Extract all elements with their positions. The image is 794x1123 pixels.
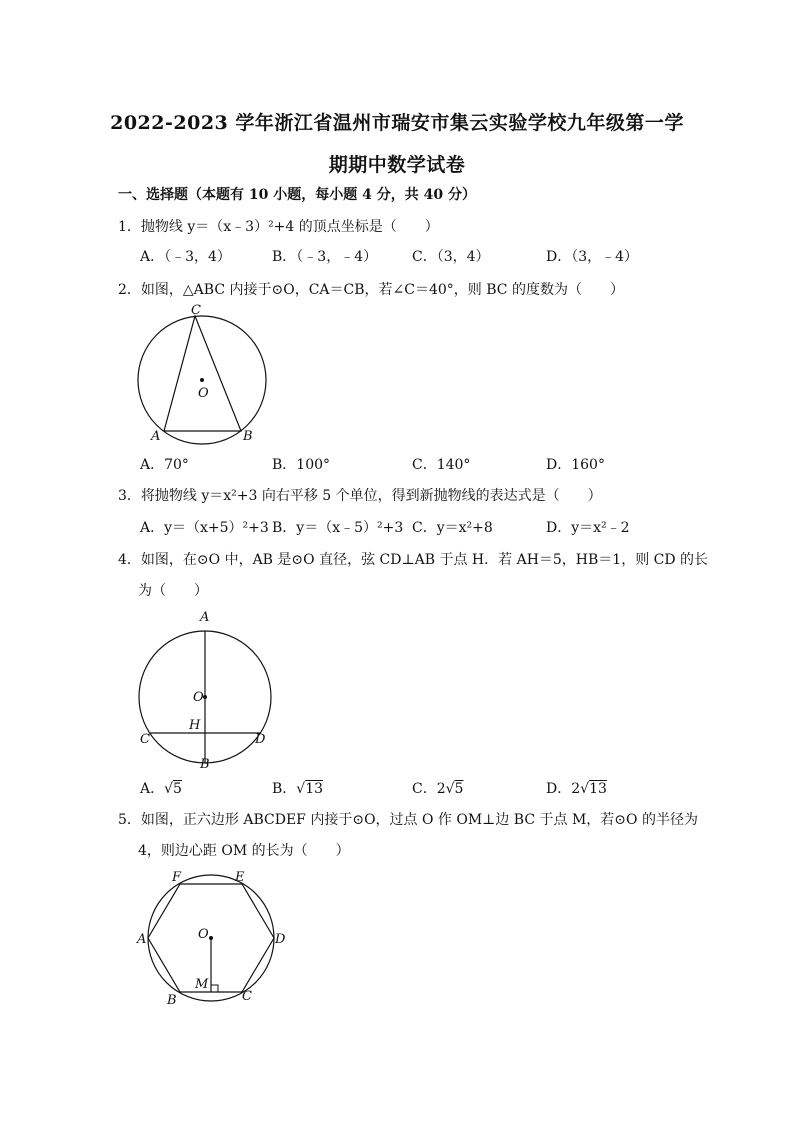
question-2-stem: 2．如图，△ABC 内接于⊙O，CA＝CB，若∠C＝40°，则 BC 的度数为（ ） [118, 282, 624, 298]
label-d: D [275, 932, 286, 947]
exam-title-line2: 期期中数学试卷 [328, 154, 466, 176]
label-o: O [198, 927, 209, 942]
question-5-figure [135, 866, 295, 1011]
triangle-abc [164, 316, 241, 431]
label-c: C [242, 989, 252, 1004]
label-o: O [193, 690, 204, 705]
question-3-option-b: B．y＝（x﹣5）²+3 [272, 520, 404, 536]
exam-title-line1: 2022-2023 学年浙江省温州市瑞安市集云实验学校九年级第一学 [110, 112, 684, 134]
label-b: B [200, 757, 210, 772]
label-b: B [243, 429, 253, 444]
label-e: E [235, 870, 245, 885]
question-1-option-c: C．（3，4） [412, 249, 490, 265]
label-o: O [198, 386, 209, 401]
question-3-option-a: A．y＝（x+5）²+3 [140, 520, 269, 536]
right-angle-mark [211, 985, 218, 992]
label-a: A [151, 429, 161, 444]
label-a: A [200, 610, 210, 625]
question-2-option-a: A．70° [140, 457, 189, 473]
question-4-option-c: C．2√5 [412, 781, 464, 797]
question-3-option-d: D．y＝x²﹣2 [546, 520, 630, 536]
question-4-option-b: B．√13 [272, 781, 324, 797]
label-h: H [189, 718, 201, 733]
question-2-figure [135, 300, 275, 450]
question-1-option-a: A．（﹣3，4） [140, 249, 231, 265]
question-1-option-d: D．（3，﹣4） [546, 249, 639, 265]
question-5-stem-line2: 4，则边心距 OM 的长为（ ） [138, 843, 350, 859]
label-c: C [140, 732, 150, 747]
label-d: D [255, 732, 266, 747]
section-heading: 一、选择题（本题有 10 小题，每小题 4 分，共 40 分） [118, 187, 476, 203]
label-f: F [172, 870, 182, 885]
question-3-option-c: C．y＝x²+8 [412, 520, 493, 536]
center-point [200, 378, 204, 382]
question-5-stem-line1: 5．如图，正六边形 ABCDEF 内接于⊙O，过点 O 作 OM⊥边 BC 于点 M，若⊙O 的半径为 [118, 812, 698, 828]
question-3-stem: 3．将抛物线 y＝x²+3 向右平移 5 个单位，得到新抛物线的表达式是（ ） [118, 488, 602, 504]
label-a: A [137, 932, 147, 947]
question-4-stem-line1: 4．如图，在⊙O 中，AB 是⊙O 直径，弦 CD⊥AB 于点 H．若 AH＝5，HB＝1，则 CD 的长 [118, 552, 709, 568]
label-b: B [167, 993, 177, 1008]
question-1-option-b: B．（﹣3，﹣4） [272, 249, 378, 265]
question-1-stem: 1．抛物线 y＝（x﹣3）²+4 的顶点坐标是（ ） [118, 219, 439, 235]
question-2-option-c: C．140° [412, 457, 471, 473]
question-4-stem-line2: 为（ ） [138, 583, 208, 599]
question-4-option-a: A．√5 [140, 781, 182, 797]
question-4-option-d: D．2√13 [546, 781, 607, 797]
label-c: C [191, 303, 201, 318]
label-m: M [195, 977, 209, 992]
question-2-option-b: B．100° [272, 457, 331, 473]
question-4-figure [135, 605, 280, 775]
question-2-option-d: D．160° [546, 457, 605, 473]
